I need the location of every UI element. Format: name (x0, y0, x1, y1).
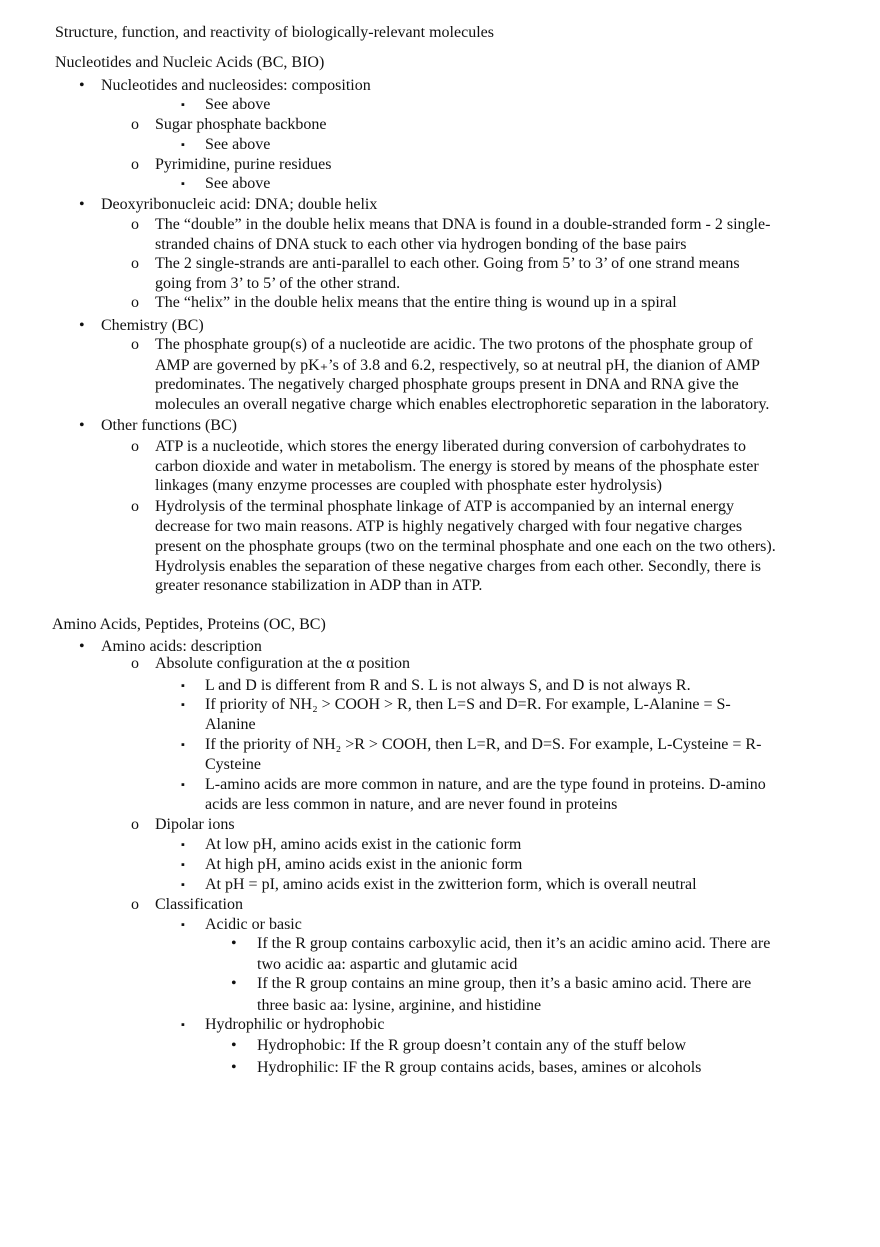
text-line: Absolute configuration at the α position (155, 655, 411, 672)
square-bullet-icon: ▪ (181, 178, 185, 190)
text-line: The “double” in the double helix means that DNA is found in a double-stranded form - 2 single- (155, 216, 771, 233)
text-line: acids are less common in nature, and are never found in proteins (205, 796, 618, 813)
text-line: If the priority of NH₂ >R > COOH, then L=R, and D=S. For example, L-Cysteine = R- (205, 736, 762, 753)
square-bullet-icon: ▪ (181, 879, 185, 891)
document-title: Structure, function, and reactivity of biologically-relevant molecules (55, 24, 494, 41)
text-line: Alanine (205, 716, 256, 733)
text-line: Cysteine (205, 756, 261, 773)
square-bullet-icon: ▪ (181, 839, 185, 851)
text-line: If the R group contains carboxylic acid, then it’s an acidic amino acid. There are (257, 935, 771, 952)
circle-bullet-icon: o (131, 896, 139, 913)
text-line: three basic aa: lysine, arginine, and histidine (257, 997, 542, 1014)
bullet-icon: • (79, 196, 85, 213)
circle-bullet-icon: o (131, 498, 139, 515)
text-line: greater resonance stabilization in ADP than in ATP. (155, 577, 483, 594)
text-line: Hydrophilic: IF the R group contains acids, bases, amines or alcohols (257, 1059, 702, 1076)
square-bullet-icon: ▪ (181, 1019, 185, 1031)
circle-bullet-icon: o (131, 438, 139, 455)
text-line: decrease for two main reasons. ATP is highly negatively charged with four negative charges (155, 518, 743, 535)
text-line: Nucleotides and nucleosides: composition (101, 77, 371, 94)
bullet-icon: • (79, 317, 85, 334)
text-line: two acidic aa: aspartic and glutamic acid (257, 956, 518, 973)
text-line: L and D is different from R and S. L is not always S, and D is not always R. (205, 677, 691, 694)
circle-bullet-icon: o (131, 655, 139, 672)
text-line: The phosphate group(s) of a nucleotide are acidic. The two protons of the phosphate group of (155, 336, 753, 353)
square-bullet-icon: ▪ (181, 139, 185, 151)
text-line: The 2 single-strands are anti-parallel to each other. Going from 5’ to 3’ of one strand means (155, 255, 740, 272)
circle-bullet-icon: o (131, 294, 139, 311)
text-line: carbon dioxide and water in metabolism. The energy is stored by means of the phosphate ester (155, 458, 759, 475)
text-line: present on the phosphate groups (two on the terminal phosphate and one each on the two others). (155, 538, 776, 555)
bullet-icon: • (231, 975, 237, 992)
bullet-icon: • (231, 1037, 237, 1054)
text-line: Nucleotides and Nucleic Acids (BC, BIO) (55, 54, 325, 71)
text-line: Acidic or basic (205, 916, 302, 933)
text-line: Hydrophilic or hydrophobic (205, 1016, 385, 1033)
circle-bullet-icon: o (131, 336, 139, 353)
text-line: See above (205, 136, 271, 153)
text-line: Chemistry (BC) (101, 317, 204, 334)
text-line: Other functions (BC) (101, 417, 237, 434)
text-line: At pH = pI, amino acids exist in the zwitterion form, which is overall neutral (205, 876, 697, 893)
text-line: Deoxyribonucleic acid: DNA; double helix (101, 196, 378, 213)
text-line: Hydrolysis of the terminal phosphate linkage of ATP is accompanied by an internal energy (155, 498, 734, 515)
text-line: See above (205, 175, 271, 192)
text-line: linkages (many enzyme processes are coupled with phosphate ester hydrolysis) (155, 477, 662, 494)
circle-bullet-icon: o (131, 116, 139, 133)
circle-bullet-icon: o (131, 216, 139, 233)
text-line: AMP are governed by pK₊’s of 3.8 and 6.2, respectively, so at neutral pH, the dianion of AMP (155, 357, 760, 374)
text-line: Amino acids: description (101, 638, 262, 655)
square-bullet-icon: ▪ (181, 699, 185, 711)
square-bullet-icon: ▪ (181, 739, 185, 751)
text-line: If the R group contains an mine group, then it’s a basic amino acid. There are (257, 975, 752, 992)
text-line: At high pH, amino acids exist in the anionic form (205, 856, 523, 873)
square-bullet-icon: ▪ (181, 919, 185, 931)
bullet-icon: • (79, 77, 85, 94)
text-line: predominates. The negatively charged phosphate groups present in DNA and RNA give the (155, 376, 739, 393)
text-line: ATP is a nucleotide, which stores the energy liberated during conversion of carbohydrates to (155, 438, 746, 455)
square-bullet-icon: ▪ (181, 99, 185, 111)
text-line: Pyrimidine, purine residues (155, 156, 332, 173)
text-line: See above (205, 96, 271, 113)
circle-bullet-icon: o (131, 816, 139, 833)
square-bullet-icon: ▪ (181, 779, 185, 791)
bullet-icon: • (79, 417, 85, 434)
text-line: Dipolar ions (155, 816, 235, 833)
text-line: Hydrophobic: If the R group doesn’t contain any of the stuff below (257, 1037, 687, 1054)
circle-bullet-icon: o (131, 156, 139, 173)
square-bullet-icon: ▪ (181, 859, 185, 871)
text-line: Hydrolysis enables the separation of these negative charges from each other. Secondly, there is (155, 558, 762, 575)
bullet-icon: • (231, 1059, 237, 1076)
text-line: going from 3’ to 5’ of the other strand. (155, 275, 401, 292)
text-line: L-amino acids are more common in nature, and are the type found in proteins. D-amino (205, 776, 766, 793)
text-line: molecules an overall negative charge which enables electrophoretic separation in the laboratory. (155, 396, 770, 413)
text-line: Classification (155, 896, 243, 913)
square-bullet-icon: ▪ (181, 680, 185, 692)
bullet-icon: • (79, 638, 85, 655)
text-line: Amino Acids, Peptides, Proteins (OC, BC) (52, 616, 326, 633)
text-line: At low pH, amino acids exist in the cationic form (205, 836, 522, 853)
text-line: If priority of NH₂ > COOH > R, then L=S and D=R. For example, L-Alanine = S- (205, 696, 731, 713)
text-line: stranded chains of DNA stuck to each other via hydrogen bonding of the base pairs (155, 236, 687, 253)
bullet-icon: • (231, 935, 237, 952)
circle-bullet-icon: o (131, 255, 139, 272)
text-line: The “helix” in the double helix means that the entire thing is wound up in a spiral (155, 294, 677, 311)
text-line: Sugar phosphate backbone (155, 116, 327, 133)
